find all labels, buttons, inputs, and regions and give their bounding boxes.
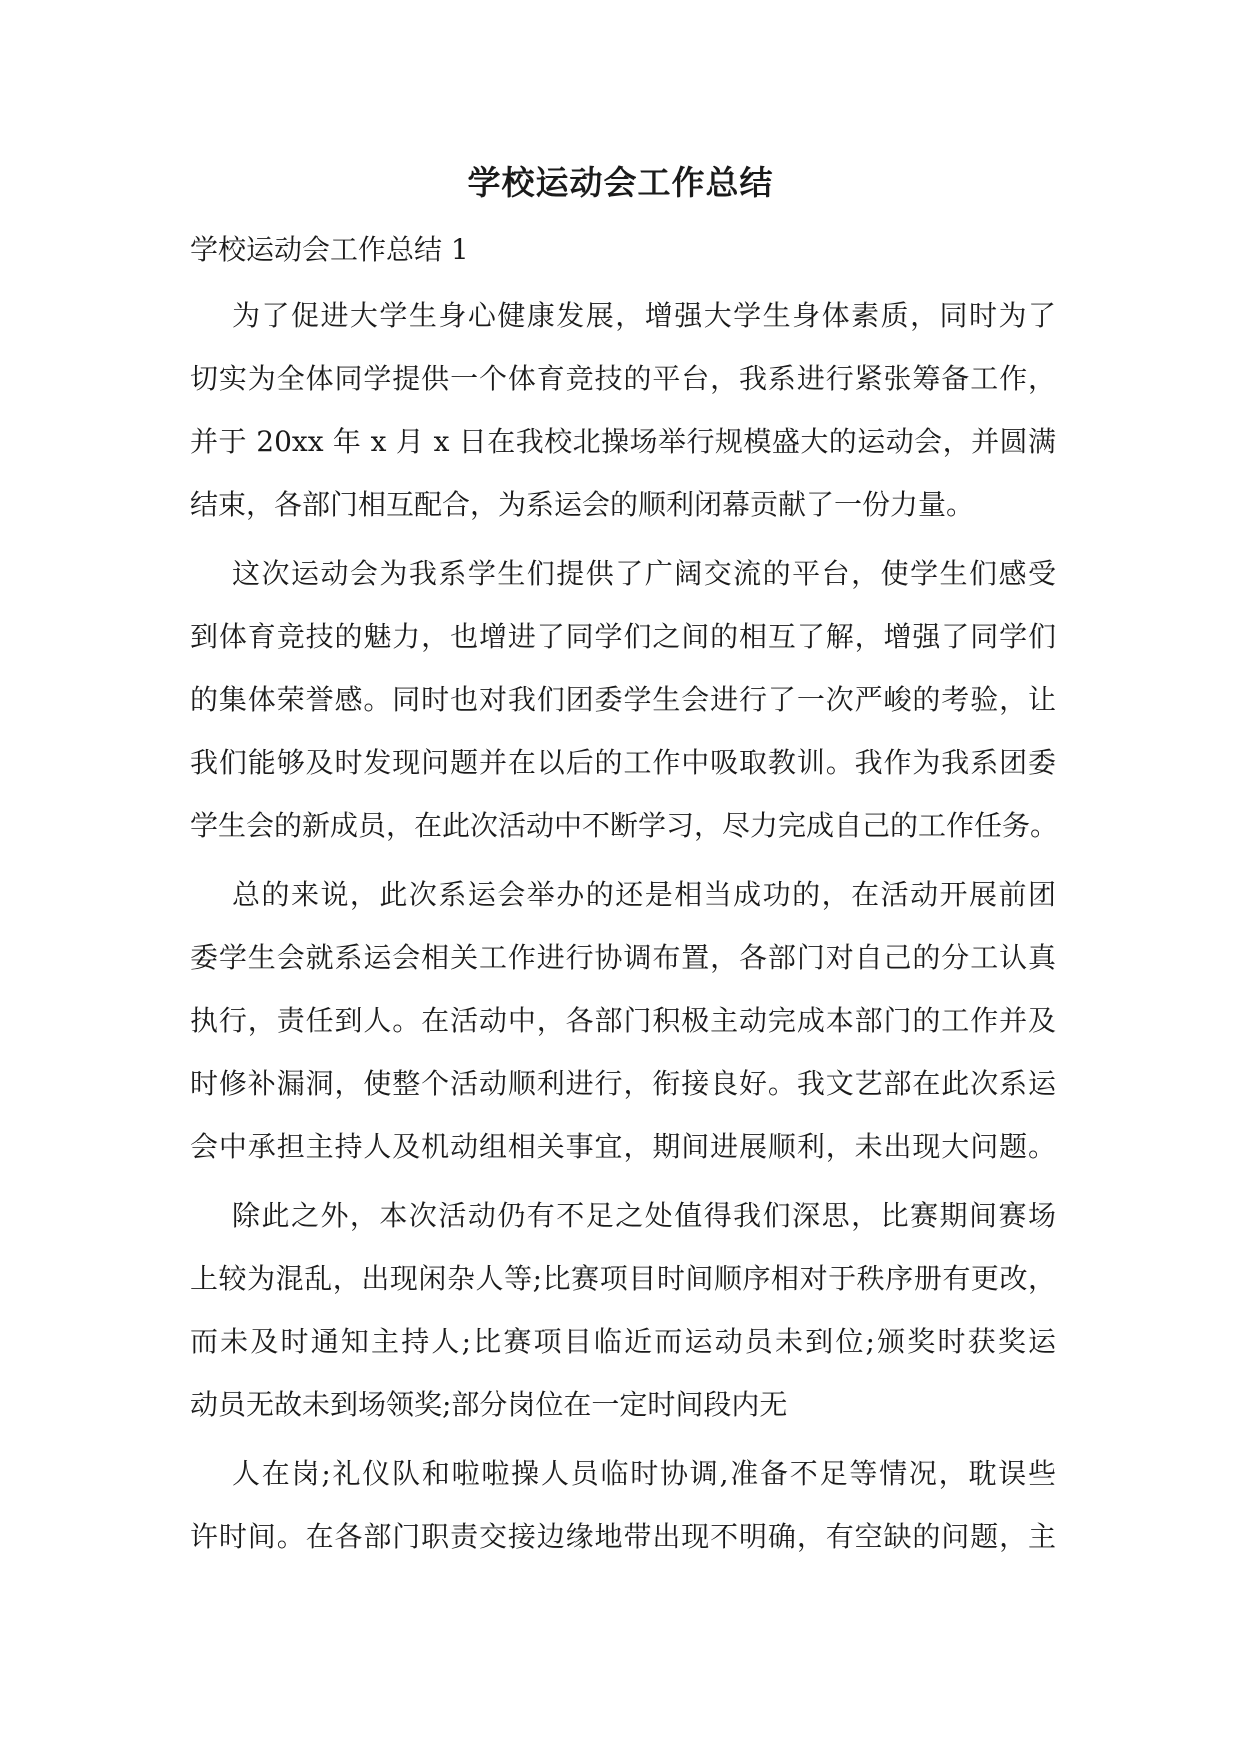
paragraph-3: [190, 863, 1056, 1178]
document-title: 学校运动会工作总结: [467, 163, 774, 202]
paragraph-1: [190, 284, 1056, 536]
text-line: 执行，责任到人。在活动中，各部门积极主动完成本部门的工作并及: [190, 1004, 1056, 1037]
text-line: 结束，各部门相互配合，为系运会的顺利闭幕贡献了一份力量。: [190, 488, 975, 521]
text-line: 我们能够及时发现问题并在以后的工作中吸取教训。我作为我系团委: [190, 746, 1056, 779]
text-line: 学生会的新成员，在此次活动中不断学习，尽力完成自己的工作任务。: [190, 809, 1059, 842]
text-line: 动员无故未到场领奖;部分岗位在一定时间段内无: [190, 1388, 788, 1421]
text-line: 上较为混乱，出现闲杂人等;比赛项目时间顺序相对于秩序册有更改，: [190, 1262, 1056, 1295]
text-line: 人在岗;礼仪队和啦啦操人员临时协调,准备不足等情况，耽误些: [232, 1457, 1056, 1490]
text-line: 为了促进大学生身心健康发展，增强大学生身体素质，同时为了: [232, 299, 1056, 332]
text-line: 许时间。在各部门职责交接边缘地带出现不明确，有空缺的问题，主: [190, 1520, 1056, 1553]
text-line: 总的来说，此次系运会举办的还是相当成功的，在活动开展前团: [232, 878, 1056, 911]
text-line: 这次运动会为我系学生们提供了广阔交流的平台，使学生们感受: [232, 557, 1056, 590]
text-line: 委学生会就系运会相关工作进行协调布置，各部门对自己的分工认真: [190, 941, 1056, 974]
text-line: 到体育竞技的魅力，也增进了同学们之间的相互了解，增强了同学们: [190, 620, 1056, 653]
document-body: [190, 284, 1059, 1574]
paragraph-5: [190, 1442, 1056, 1568]
section-heading: 学校运动会工作总结 1: [190, 233, 469, 266]
text-line: 而未及时通知主持人;比赛项目临近而运动员未到位;颁奖时获奖运: [190, 1325, 1056, 1358]
text-line: 会中承担主持人及机动组相关事宜，期间进展顺利，未出现大问题。: [190, 1130, 1056, 1163]
text-line: 时修补漏洞，使整个活动顺利进行，衔接良好。我文艺部在此次系运: [190, 1067, 1056, 1100]
text-line: 切实为全体同学提供一个体育竞技的平台，我系进行紧张筹备工作，: [190, 362, 1056, 395]
text-line: 的集体荣誉感。同时也对我们团委学生会进行了一次严峻的考验，让: [190, 683, 1056, 716]
text-line: 并于 20xx 年 x 月 x 日在我校北操场举行规模盛大的运动会，并圆满: [190, 425, 1056, 458]
paragraph-4: [190, 1184, 1056, 1436]
paragraph-2: [190, 542, 1059, 857]
text-line: 除此之外，本次活动仍有不足之处值得我们深思，比赛期间赛场: [232, 1199, 1056, 1232]
